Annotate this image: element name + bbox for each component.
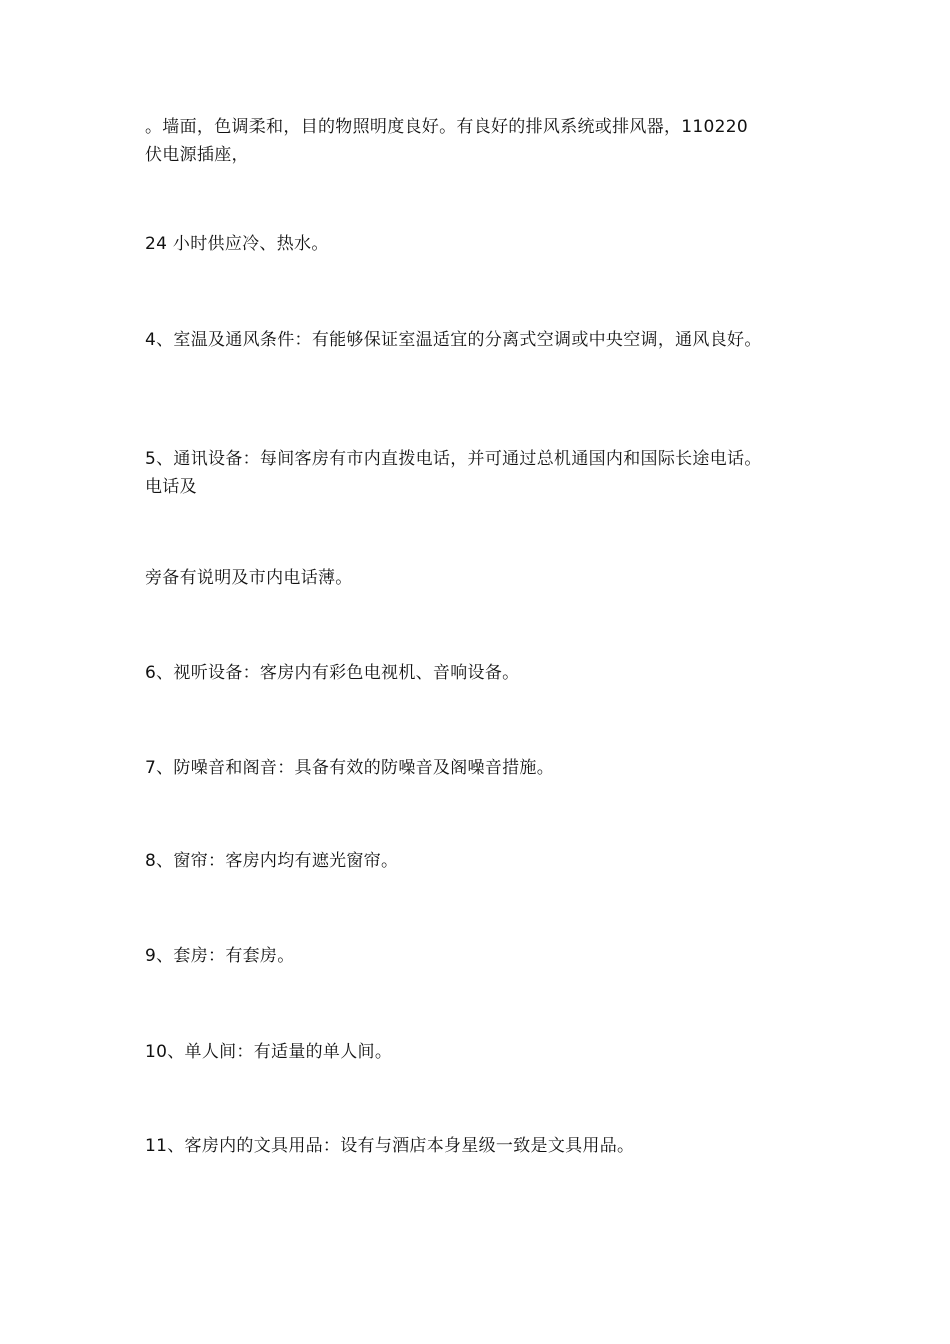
- text-line: 9、套房：有套房。: [145, 946, 295, 966]
- text-line: 旁备有说明及市内电话薄。: [145, 568, 353, 588]
- text-line: 10、单人间：有适量的单人间。: [145, 1042, 393, 1062]
- text-line: 24 小时供应冷、热水。: [145, 234, 329, 254]
- text-line: 。墙面，色调柔和，目的物照明度良好。有良好的排风系统或排风器，110220: [145, 117, 748, 137]
- text-line: 5、通讯设备：每间客房有市内直拨电话，并可通过总机通国内和国际长途电话。: [145, 449, 762, 469]
- text-line: 8、窗帘：客房内均有遮光窗帘。: [145, 851, 399, 871]
- text-line: 6、视听设备：客房内有彩色电视机、音响设备。: [145, 663, 520, 683]
- text-line: 11、客房内的文具用品：设有与酒店本身星级一致是文具用品。: [145, 1136, 635, 1156]
- text-line: 4、室温及通风条件：有能够保证室温适宜的分离式空调或中央空调，通风良好。: [145, 330, 762, 350]
- text-line: 伏电源插座，: [145, 145, 249, 165]
- text-line: 电话及: [145, 477, 197, 497]
- text-line: 7、防噪音和阁音：具备有效的防噪音及阁噪音措施。: [145, 758, 555, 778]
